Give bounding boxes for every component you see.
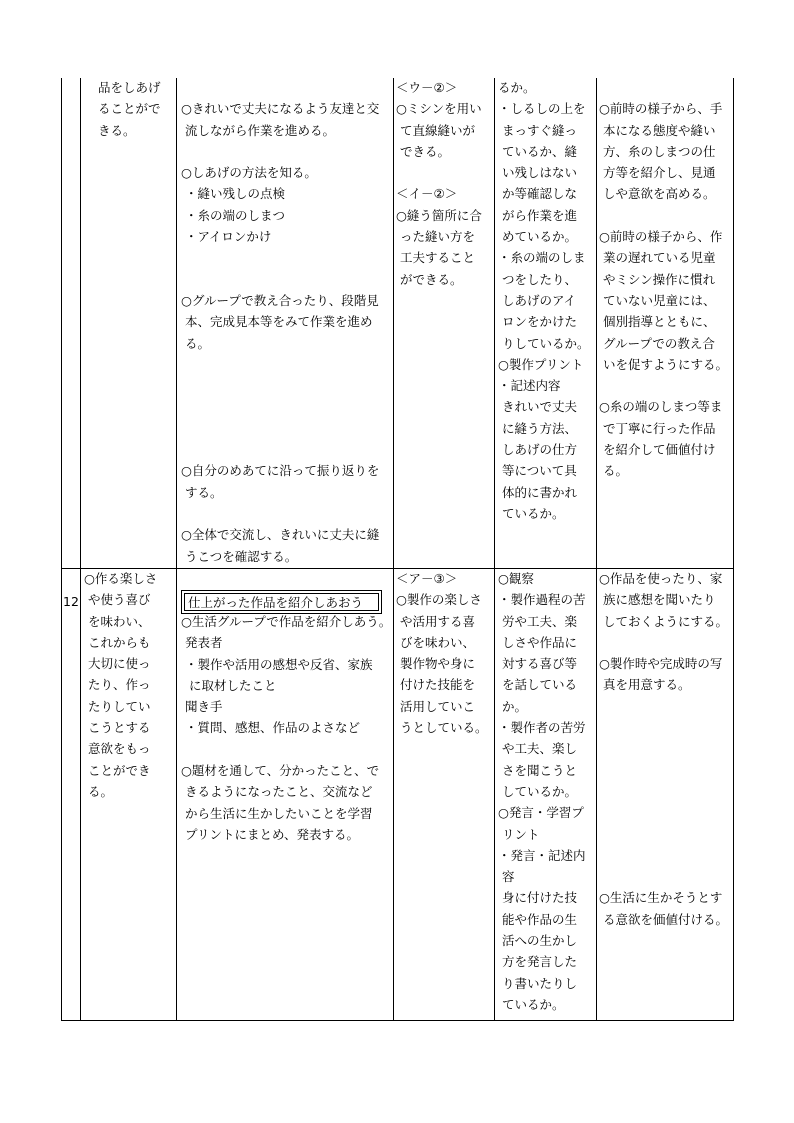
cell-line: 等について具 xyxy=(498,463,577,479)
cell-line: きるようになったこと、交流など xyxy=(181,784,373,800)
column-divider-2 xyxy=(393,78,394,1021)
cell-line: さを聞こうと xyxy=(498,762,577,778)
cell-line: まっすぐ縫っ xyxy=(498,122,577,138)
cell-line: 方等を紹介し、見通 xyxy=(599,165,716,181)
cell-line: できる。 xyxy=(396,143,450,159)
cell-line: ○ミシンを用い xyxy=(396,101,482,117)
cell-line xyxy=(181,247,391,268)
cell-line: 製作物や身に xyxy=(396,656,475,672)
cell-line xyxy=(181,418,391,439)
cell-line: から生活に生かしたいことを学習 xyxy=(181,805,373,821)
cell-line: を味わい、 xyxy=(84,613,151,629)
cell-line: やミシン操作に慣れ xyxy=(599,271,716,287)
cell-line: る。 xyxy=(599,463,628,479)
cell-line: 個別指導とともに、 xyxy=(599,314,716,330)
cell-line: 品をしあげ xyxy=(98,80,161,95)
cell-line: しているか。 xyxy=(498,783,577,799)
cell-line: ＜イ－②＞ xyxy=(396,186,458,202)
row2-criteria-cell xyxy=(396,568,493,738)
cell-line: を紹介して価値付け xyxy=(599,442,716,458)
cell-line: 容 xyxy=(498,869,515,885)
row1-activity-cell xyxy=(181,77,391,567)
cell-line: 真を用意する。 xyxy=(599,677,691,693)
cell-line: ・糸の端のしま xyxy=(498,250,586,266)
cell-line: リント xyxy=(498,826,540,842)
cell-line: ているか、縫 xyxy=(498,143,577,159)
column-divider-4 xyxy=(596,78,597,1021)
cell-line: ・製作過程の苦 xyxy=(498,592,586,608)
cell-line: ○きれいで丈夫になるよう友達と交 xyxy=(181,101,380,117)
cell-line: 業の遅れている児童 xyxy=(599,250,716,266)
cell-line: る。 xyxy=(181,335,210,351)
cell-line: 活への生かし xyxy=(498,933,577,949)
cell-line xyxy=(181,375,391,396)
cell-line: きる。 xyxy=(98,122,136,138)
cell-line: に縫う方法、 xyxy=(498,420,577,436)
cell-line xyxy=(599,802,732,823)
cell-line: しあげのアイ xyxy=(498,292,576,308)
cell-line: めているか。 xyxy=(498,229,577,245)
cell-line: 大切に使っ xyxy=(84,656,151,672)
cell-line: ○題材を通して、分かったこと、で xyxy=(181,763,380,779)
cell-line: ○自分のめあてに沿って振り返りを xyxy=(181,463,380,479)
cell-line: か等確認しな xyxy=(498,186,577,202)
cell-line: ていない児童には、 xyxy=(599,292,716,308)
cell-line xyxy=(599,632,732,653)
cell-line: る。 xyxy=(84,783,113,799)
cell-line: ○縫う箇所に合 xyxy=(396,207,482,223)
cell-line: たりしてい xyxy=(84,698,151,714)
cell-line: ・しるしの上を xyxy=(498,101,586,117)
cell-line xyxy=(599,696,732,717)
cell-line xyxy=(181,77,391,98)
cell-line: 族に感想を聞いたり xyxy=(599,592,716,608)
row1-goal-cell xyxy=(98,77,174,141)
cell-line xyxy=(181,739,391,760)
cell-line: きれいで丈夫 xyxy=(498,399,577,415)
cell-line: ・製作者の苦労 xyxy=(498,720,586,736)
cell-line: で丁寧に行った作品 xyxy=(599,420,716,436)
cell-line: うとしている。 xyxy=(396,720,488,736)
cell-line: や使う喜び xyxy=(84,592,151,608)
cell-line: 活用していこ xyxy=(396,698,475,714)
cell-line xyxy=(181,396,391,417)
cell-line: これからも xyxy=(84,634,151,650)
cell-line: るか。 xyxy=(498,80,536,95)
cell-line: ・縫い残しの点検 xyxy=(181,186,285,202)
row1-support-cell xyxy=(599,77,732,482)
cell-line: ○作品を使ったり、家 xyxy=(599,571,723,586)
cell-line: こうとする xyxy=(84,720,151,736)
cell-line xyxy=(599,738,732,759)
cell-line xyxy=(181,439,391,460)
table-border-left xyxy=(61,78,62,1021)
cell-line xyxy=(396,162,493,183)
row2-goal-cell xyxy=(84,568,174,802)
table-border-bottom xyxy=(61,1020,734,1021)
cell-line: 方を発言した xyxy=(498,954,577,970)
row1-criteria-cell xyxy=(396,77,493,290)
column-divider-1 xyxy=(176,78,177,1021)
cell-line: びを味わい、 xyxy=(396,634,475,650)
activity-title: 仕上がった作品を紹介しあおう xyxy=(184,593,379,611)
cell-line: する。 xyxy=(181,484,223,500)
cell-line: ロンをかけた xyxy=(498,314,577,330)
cell-line xyxy=(599,824,732,845)
cell-line: うこつを確認する。 xyxy=(181,548,298,564)
cell-line: ○作る楽しさ xyxy=(84,571,158,586)
cell-line xyxy=(599,375,732,396)
cell-line xyxy=(181,503,391,524)
cell-line: ・記述内容 xyxy=(498,378,561,394)
cell-line: ・質問、感想、作品のよさなど xyxy=(181,720,360,736)
cell-line: ○グループで教え合ったり、段階見 xyxy=(181,292,379,308)
cell-line: ＜ウ－②＞ xyxy=(396,80,458,95)
cell-line xyxy=(599,781,732,802)
period-column-divider xyxy=(80,78,81,1021)
cell-line: つをしたり、 xyxy=(498,271,577,287)
cell-line: か。 xyxy=(498,698,527,714)
cell-line: がら作業を進 xyxy=(498,207,577,223)
cell-line: ・糸の端のしまつ xyxy=(181,207,285,223)
column-divider-3 xyxy=(494,78,495,1021)
cell-line: り書いたりし xyxy=(498,975,577,991)
cell-line: る意欲を価値付ける。 xyxy=(599,911,728,927)
cell-line: ているか。 xyxy=(498,505,565,521)
cell-line xyxy=(599,77,732,98)
cell-line: ・発言・記述内 xyxy=(498,847,586,863)
cell-line: りしているか。 xyxy=(498,335,590,351)
cell-line: ○生活グループで作品を紹介しあう。 xyxy=(181,614,392,629)
cell-line: ○糸の端のしまつ等ま xyxy=(599,399,723,415)
cell-line: 身に付けた技 xyxy=(498,890,577,906)
cell-line: を話している xyxy=(498,677,577,693)
cell-line: ○観察 xyxy=(498,571,534,586)
cell-line: 方、糸のしまつの仕 xyxy=(599,143,716,159)
cell-line: 能や作品の生 xyxy=(498,911,577,927)
cell-line: 付けた技能を xyxy=(396,677,475,693)
cell-line: プリントにまとめ、発表する。 xyxy=(181,826,359,842)
cell-line: 工夫すること xyxy=(396,250,475,266)
cell-line: 発表者 xyxy=(181,635,223,651)
cell-line: ことができ xyxy=(84,762,151,778)
row2-support-cell xyxy=(599,568,732,930)
cell-line: ○製作の楽しさ xyxy=(396,592,482,608)
cell-line: 本、完成見本等をみて作業を進め xyxy=(181,314,373,330)
cell-line: しあげの仕方 xyxy=(498,442,577,458)
cell-line xyxy=(599,845,732,866)
cell-line: しさや作品に xyxy=(498,634,577,650)
row2-activity-cell xyxy=(181,611,391,845)
cell-line: ○前時の様子から、手 xyxy=(599,101,723,117)
cell-line: ているか。 xyxy=(498,996,565,1012)
table-border-right xyxy=(733,78,734,1021)
cell-line: ○生活に生かそうとす xyxy=(599,890,723,906)
cell-line: ることがで xyxy=(98,101,161,117)
cell-line xyxy=(599,717,732,738)
cell-line: ＜ア－③＞ xyxy=(396,571,458,586)
cell-line: いを促すようにする。 xyxy=(599,356,728,372)
cell-line: や活用する喜 xyxy=(396,613,475,629)
cell-line: 本になる態度や縫い xyxy=(599,122,716,138)
cell-line: い残しはない xyxy=(498,165,577,181)
cell-line: 流しながら作業を進める。 xyxy=(181,122,335,138)
cell-line: った縫い方を xyxy=(396,229,475,245)
cell-line: しておくようにする。 xyxy=(599,613,728,629)
row2-method-cell xyxy=(498,568,595,1015)
cell-line: グループでの教え合 xyxy=(599,335,715,351)
cell-line: 労や工夫、楽 xyxy=(498,613,577,629)
cell-line: ができる。 xyxy=(396,271,463,287)
cell-line xyxy=(181,354,391,375)
cell-line: ○全体で交流し、きれいに丈夫に縫 xyxy=(181,527,380,543)
cell-line: 意欲をもっ xyxy=(84,741,151,757)
cell-line: ○発言・学習プ xyxy=(498,805,584,821)
cell-line xyxy=(599,205,732,226)
cell-line: や工夫、楽し xyxy=(498,741,577,757)
cell-line: 聞き手 xyxy=(181,699,223,715)
cell-line: しや意欲を高める。 xyxy=(599,186,716,202)
row1-method-cell xyxy=(498,77,595,524)
cell-line: ○しあげの方法を知る。 xyxy=(181,165,317,181)
cell-line: ・製作や活用の感想や反省、家族 xyxy=(181,656,373,672)
cell-line xyxy=(181,141,391,162)
cell-line: て直線縫いが xyxy=(396,122,475,138)
cell-line: 体的に書かれ xyxy=(498,484,577,500)
cell-line: に取材したこと xyxy=(181,677,277,693)
cell-line xyxy=(181,269,391,290)
cell-line: ・アイロンかけ xyxy=(181,229,272,245)
cell-line: ○製作プリント xyxy=(498,356,584,372)
cell-line: ○前時の様子から、作 xyxy=(599,229,723,245)
period-number: 12 xyxy=(63,594,79,609)
cell-line: 対する喜び等 xyxy=(498,656,577,672)
cell-line: たり、作っ xyxy=(84,677,151,693)
cell-line xyxy=(599,760,732,781)
cell-line xyxy=(599,866,732,887)
cell-line: ○製作時や完成時の写 xyxy=(599,656,723,672)
